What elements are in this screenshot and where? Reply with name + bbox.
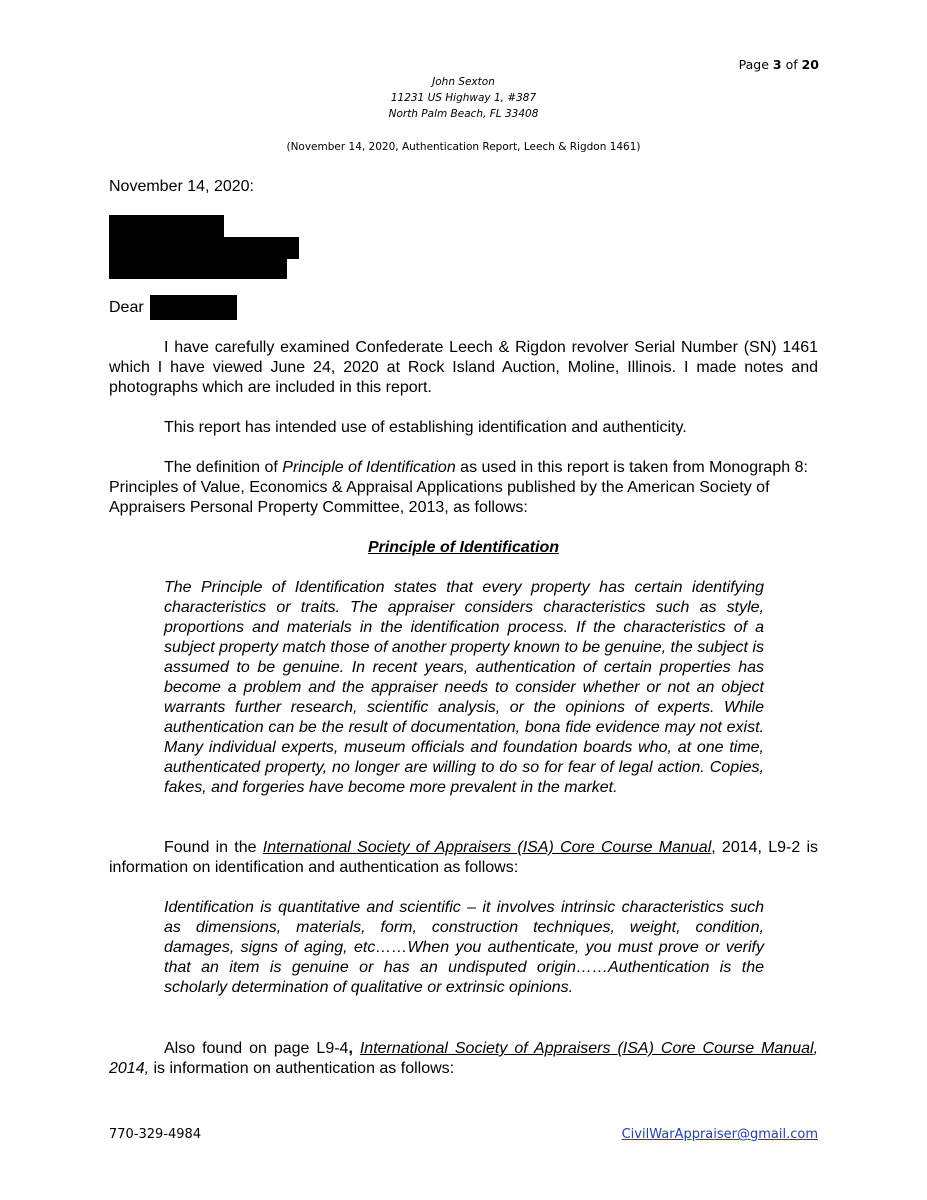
- paragraph-authentication: Also found on page L9-4, International Society of Appraisers (ISA) Core Course Manual, 2014, is information on authentication as follows:: [109, 1040, 819, 1077]
- redacted-recipient-line-1: [109, 215, 224, 237]
- section-heading: Principle of Identification: [367, 539, 560, 556]
- sender-city: North Palm Beach, FL 33408: [388, 108, 539, 120]
- letter-date: November 14, 2020:: [109, 178, 254, 195]
- redacted-recipient-name: [150, 295, 237, 320]
- salutation: Dear: [109, 299, 144, 316]
- page-total: 20: [801, 57, 819, 72]
- quote-identification-authentication: Identification is quantitative and scientific – it involves intrinsic characteristics such as dimensions, materials, form, construction techniques, weight, condition, damages, signs of aging, etc……When you authenticate, you must prove or verify that an item is genuine or has an undisputed origin……Authentication is the scholarly determination of qualitative or extrinsic opinions.: [164, 899, 764, 996]
- report-reference: (November 14, 2020, Authentication Report, Leech & Rigdon 1461): [286, 141, 641, 153]
- redacted-recipient-line-3: [109, 259, 287, 279]
- page-number: Page 3 of 20: [738, 57, 819, 72]
- sender-street: 11231 US Highway 1, #387: [390, 92, 537, 104]
- paragraph-intended-use: This report has intended use of establishing identification and authenticity.: [164, 419, 687, 436]
- principle-term: Principle of Identification: [282, 459, 456, 476]
- footer-email-link[interactable]: CivilWarAppraiser@gmail.com: [621, 1127, 818, 1142]
- isa-manual-citation: International Society of Appraisers (ISA) Core Course Manual: [262, 839, 712, 856]
- paragraph-definition: The definition of Principle of Identification as used in this report is taken from Monograph 8: Principles of Value, Economics & Appraisal Applications published by the American Society of Appraisers Personal Property Committee, 2013, as follows:: [109, 459, 808, 516]
- paragraph-examination: I have carefully examined Confederate Leech & Rigdon revolver Serial Number (SN) 1461 which I have viewed June 24, 2020 at Rock Island Auction, Moline, Illinois. I made notes and photographs which are included in this report.: [109, 339, 818, 396]
- page-current: 3: [772, 57, 782, 72]
- footer-phone: 770-329-4984: [109, 1127, 202, 1142]
- paragraph-isa-manual: Found in the International Society of Appraisers (ISA) Core Course Manual, 2014, L9-2 is information on identification and authentication as follows:: [109, 839, 819, 876]
- isa-manual-citation-2: International Society of Appraisers (ISA) Core Course Manual: [359, 1040, 814, 1057]
- redacted-recipient-line-2: [109, 237, 299, 259]
- quote-principle-of-identification: The Principle of Identification states that every property has certain identifying characteristics or traits. The appraiser considers characteristics such as style, proportions and materials in the identification process. If the characteristics of a subject property match those of another property known to be genuine, the subject is assumed to be genuine. In recent years, authentication of certain properties has become a problem and the appraiser needs to consider whether or not an object warrants further research, scientific analysis, or the opinions of experts. While authentication can be the result of documentation, bona fide evidence may not exist. Many individual experts, museum officials and foundation boards who, at one time, authenticated property, no longer are willing to do so for fear of legal action. Copies, fakes, and forgeries have become more prevalent in the market.: [164, 579, 764, 796]
- sender-name: John Sexton: [432, 76, 495, 88]
